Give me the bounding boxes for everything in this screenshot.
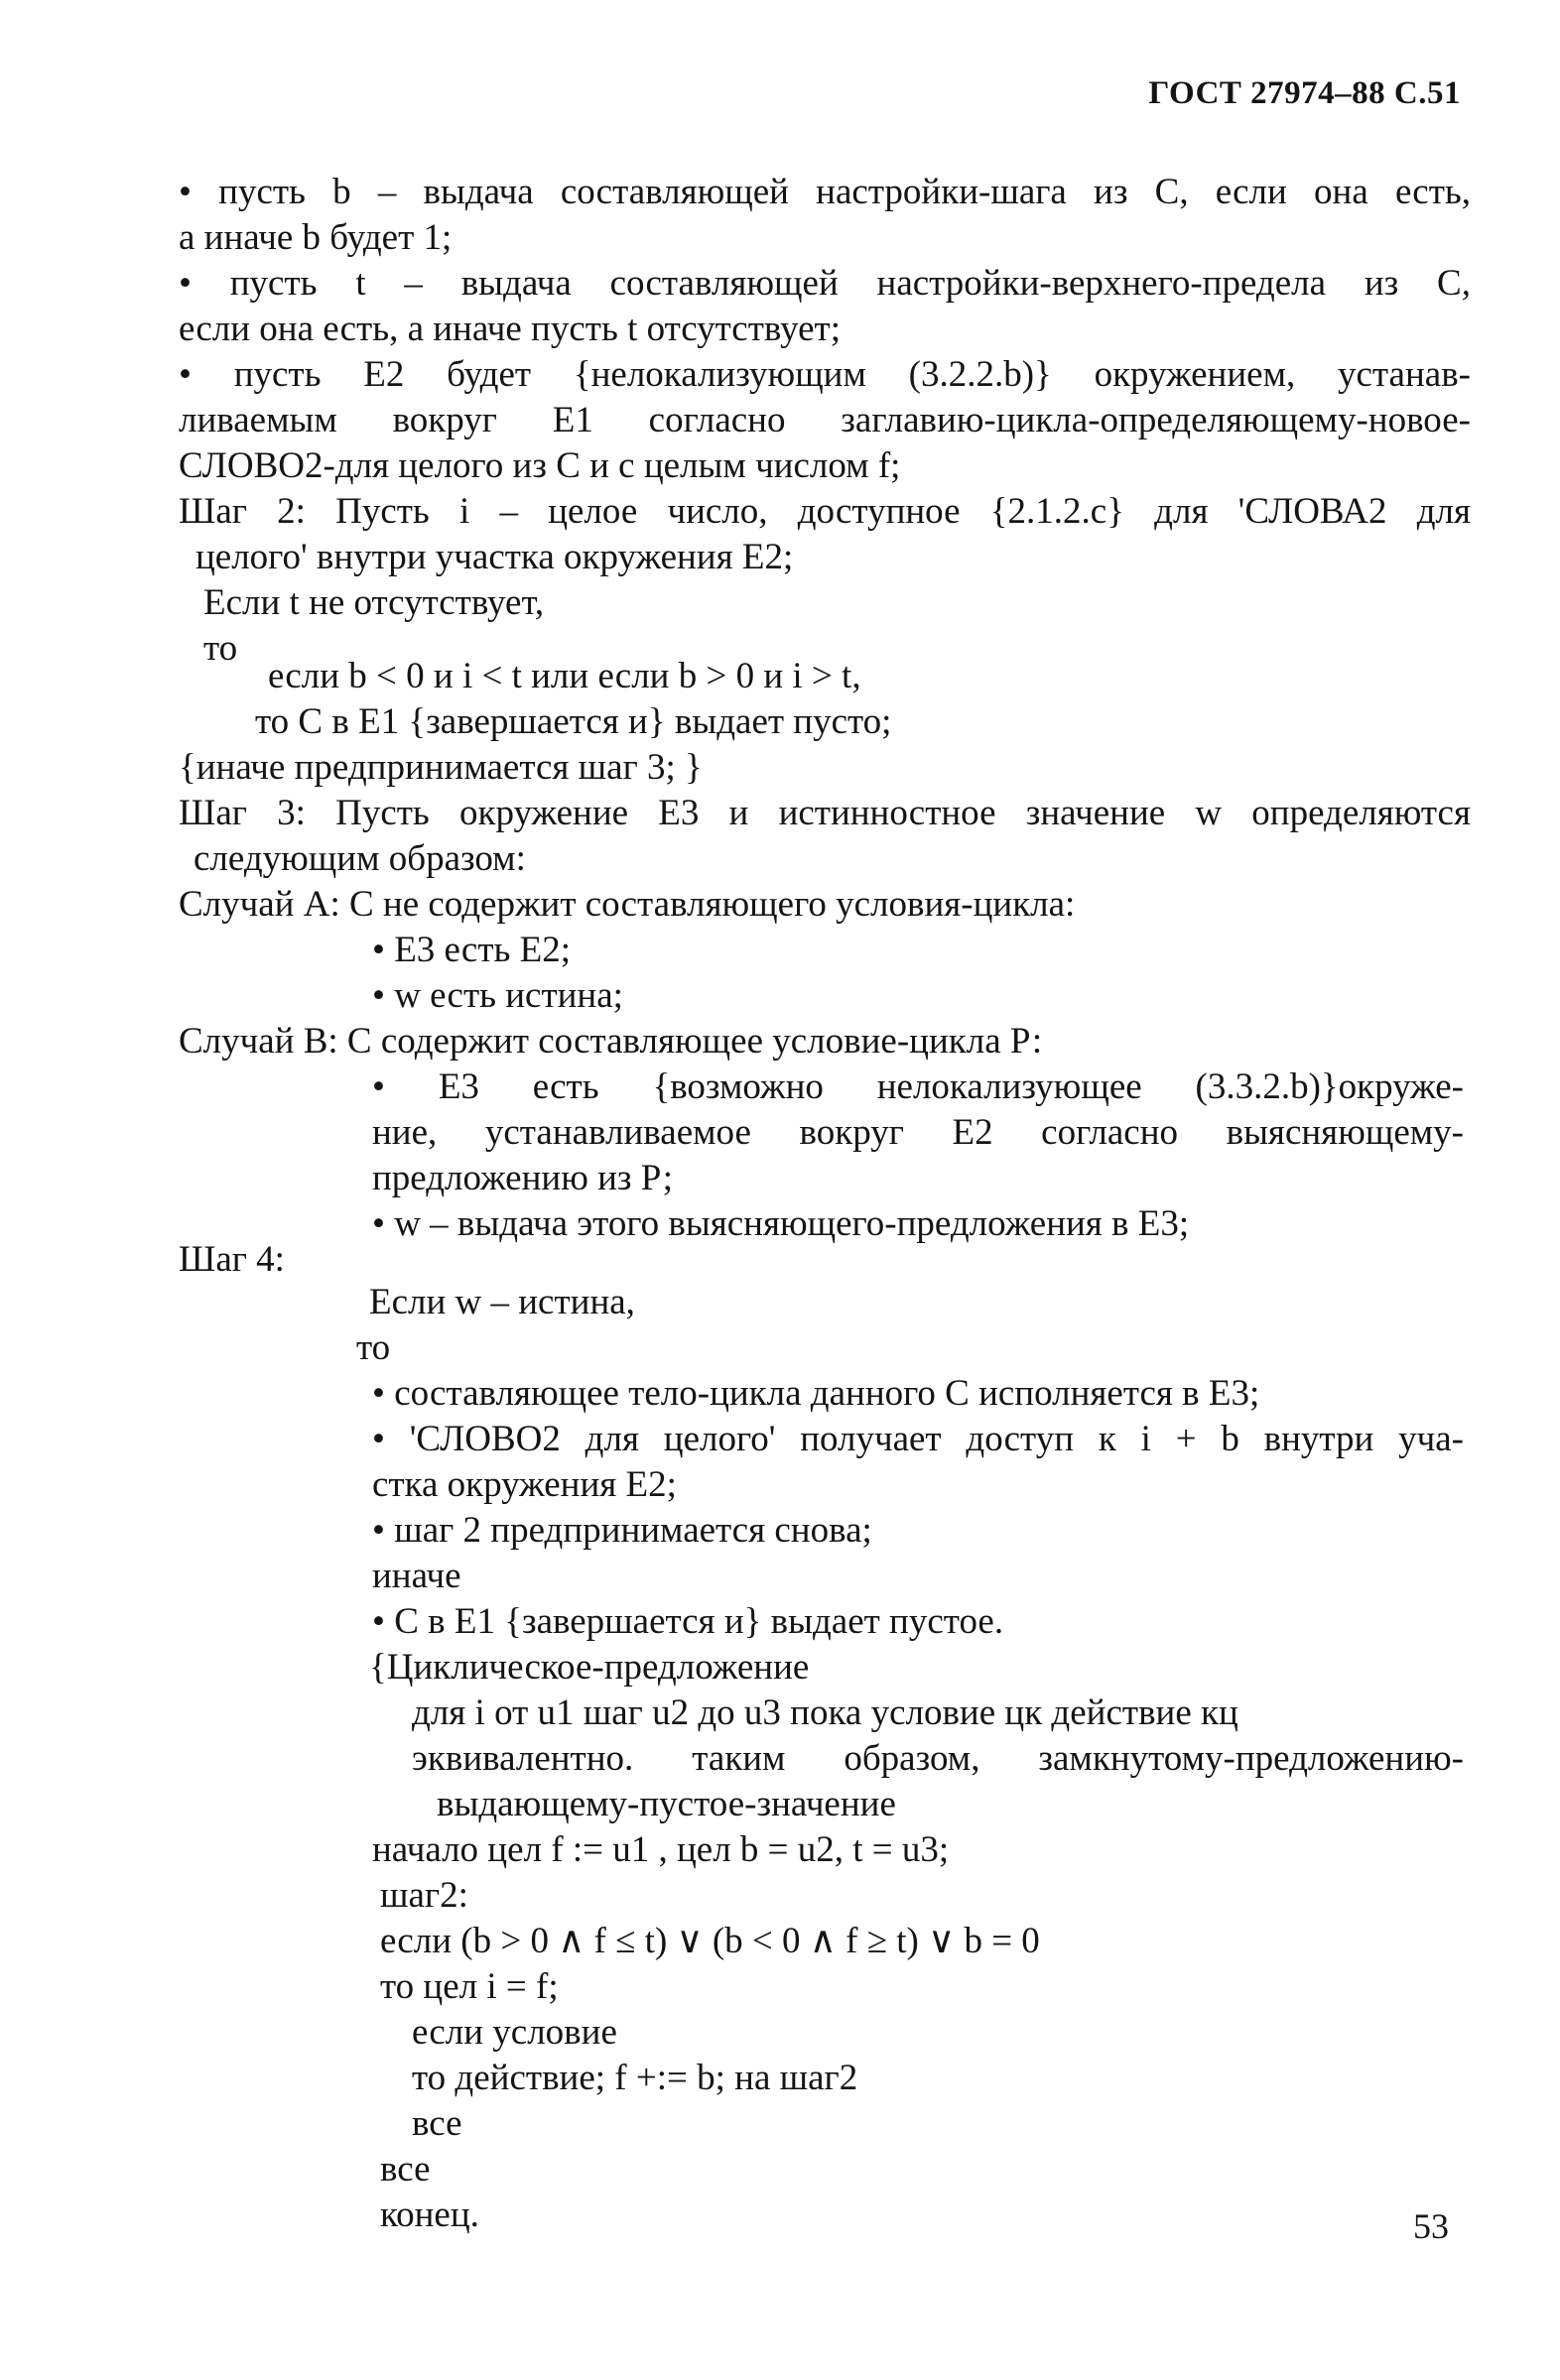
text-line: • 'СЛОВО2 для целого' получает доступ к i + b внутри уча- <box>372 1419 1464 1459</box>
text-line: предложению из Р; <box>372 1158 673 1198</box>
text-line: Если w – истина, <box>369 1282 635 1322</box>
text-line: если b < 0 и i < t или если b > 0 и i > t, <box>268 656 861 696</box>
page-number: 53 <box>1413 2206 1449 2246</box>
text-line: все <box>380 2149 431 2190</box>
text-line: начало цел f := u1 , цел b = u2, t = u3; <box>372 1829 950 1870</box>
text-line: эквивалентно. таким образом, замкнутому-предложению- <box>412 1738 1464 1779</box>
text-line: то С в Е1 {завершается и} выдает пусто; <box>255 701 892 742</box>
text-line: • w – выдача этого выясняющего-предложения в Е3; <box>372 1203 1190 1244</box>
text-line: если (b > 0 ∧ f ≤ t) ∨ (b < 0 ∧ f ≥ t) ∨ b = 0 <box>380 1921 1040 1961</box>
text-line: все <box>412 2103 462 2144</box>
text-line: а иначе b будет 1; <box>179 217 453 258</box>
text-line: • составляющее тело-цикла данного С исполняется в Е3; <box>372 1373 1260 1414</box>
text-line: {иначе предпринимается шаг 3; } <box>179 747 703 788</box>
text-line: {Циклическое-предложение <box>369 1647 810 1688</box>
text-line: для i от u1 шаг u2 до u3 пока условие цк действие кц <box>412 1692 1238 1733</box>
text-line: то <box>356 1327 391 1368</box>
text-line: • w есть истина; <box>372 975 623 1016</box>
text-line: иначе <box>372 1556 461 1596</box>
text-line: конец. <box>380 2194 479 2235</box>
text-line: Шаг 4: <box>179 1239 285 1280</box>
text-line: если условие <box>412 2012 617 2053</box>
text-line: • пусть b – выдача составляющей настройки-шага из С, если она есть, <box>179 172 1471 212</box>
text-line: выдающему-пустое-значение <box>437 1784 896 1824</box>
text-line: Шаг 2: Пусть i – целое число, доступное {2.1.2.с} для 'СЛОВА2 для <box>179 491 1471 532</box>
text-line: • С в Е1 {завершается и} выдает пустое. <box>372 1601 1004 1642</box>
text-line: • Е3 есть {возможно нелокализующее (3.3.2.b)}окруже- <box>372 1066 1464 1107</box>
text-line: стка окружения Е2; <box>372 1464 677 1505</box>
text-line: Случай В: С содержит составляющее условие-цикла Р: <box>179 1021 1043 1062</box>
text-line: то <box>203 628 238 669</box>
text-line: Если t не отсутствует, <box>203 582 545 623</box>
text-line: Шаг 3: Пусть окружение Е3 и истинностное значение w определяются <box>179 793 1471 833</box>
text-line: то действие; f +:= b; на шаг2 <box>412 2058 858 2098</box>
text-line: ние, устанавливаемое вокруг Е2 согласно выясняющему- <box>372 1112 1464 1153</box>
text-line: если она есть, а иначе пусть t отсутствует; <box>179 309 841 349</box>
text-line: целого' внутри участка окружения Е2; <box>195 537 794 577</box>
text-line: следующим образом: <box>194 838 526 879</box>
text-line: шаг2: <box>380 1875 468 1916</box>
text-line: • Е3 есть Е2; <box>372 930 571 970</box>
text-line: ливаемым вокруг Е1 согласно заглавию-цикла-определяющему-новое- <box>179 400 1471 440</box>
text-line: то цел i = f; <box>380 1966 559 2007</box>
page-header: ГОСТ 27974–88 С.51 <box>1148 75 1461 111</box>
text-line: • пусть t – выдача составляющей настройки-верхнего-предела из С, <box>179 263 1471 304</box>
text-line: СЛОВО2-для целого из С и с целым числом f; <box>179 445 901 486</box>
text-line: • шаг 2 предпринимается снова; <box>372 1510 872 1551</box>
text-line: • пусть Е2 будет {нелокализующим (3.2.2.b)} окружением, устанав- <box>179 354 1471 395</box>
text-line: Случай А: С не содержит составляющего условия-цикла: <box>179 884 1076 925</box>
